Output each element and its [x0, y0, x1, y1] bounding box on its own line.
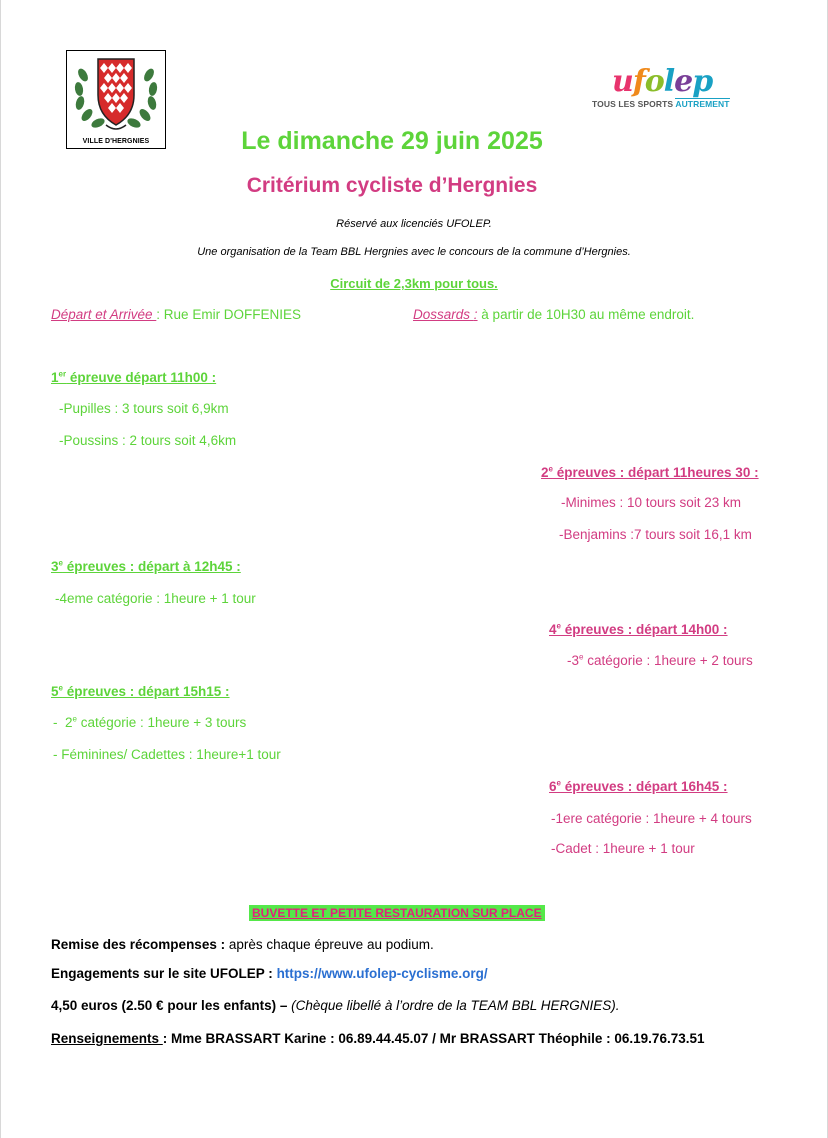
epreuve-2-item: -Minimes : 10 tours soit 23 km — [561, 495, 742, 510]
epreuve-1-item: -Poussins : 2 tours soit 4,6km — [59, 433, 237, 448]
engagements-line: Engagements sur le site UFOLEP : https://www.ufolep-cyclisme.org/ — [51, 966, 488, 981]
dossards-label: Dossards — [413, 307, 474, 322]
dossards-value: à partir de 10H30 au même endroit. — [477, 307, 695, 322]
epreuve-3-item: -4eme catégorie : 1heure + 1 tour — [55, 591, 256, 606]
ufolep-wordmark: ufolep — [612, 64, 713, 99]
ufolep-cyclisme-link[interactable]: https://www.ufolep-cyclisme.org/ — [276, 966, 488, 981]
depart-value: : Rue Emir DOFFENIES — [156, 307, 302, 322]
epreuve-3-title: 3e épreuves : départ à 12h45 : — [51, 558, 241, 574]
epreuve-2-title: 2e épreuves : départ 11heures 30 : — [541, 464, 759, 480]
event-name-title: Critérium cycliste d’Hergnies — [246, 174, 538, 197]
event-date-title: Le dimanche 29 juin 2025 — [241, 127, 543, 155]
depart-arrivee-line — [51, 307, 301, 322]
buvette-banner: BUVETTE ET PETITE RESTAURATION SUR PLACE — [249, 905, 545, 921]
depart-label: Départ et Arrivée — [51, 307, 157, 322]
dossards-line: Dossards : à partir de 10H30 au même endroit. — [413, 307, 695, 322]
epreuve-5-item: - Féminines/ Cadettes : 1heure+1 tour — [53, 747, 281, 762]
epreuve-5-item: - 2e catégorie : 1heure + 3 tours — [53, 714, 247, 730]
remise-line: Remise des récompenses : après chaque épreuve au podium. — [51, 937, 434, 952]
epreuve-1-item: -Pupilles : 3 tours soit 6,9km — [59, 401, 229, 416]
epreuve-5-title: 5e épreuves : départ 15h15 : — [51, 683, 230, 699]
page-edge-left — [0, 0, 1, 1138]
circuit-info: Circuit de 2,3km pour tous. — [330, 276, 498, 291]
epreuve-4-item: -3e catégorie : 1heure + 2 tours — [567, 652, 753, 668]
epreuve-6-item: -Cadet : 1heure + 1 tour — [551, 841, 695, 856]
epreuve-6-title: 6e épreuves : départ 16h45 : — [549, 778, 728, 794]
organisation-notice: Une organisation de la Team BBL Hergnies avec le concours de la commune d’Hergnies. — [197, 246, 631, 258]
epreuve-2-item: -Benjamins :7 tours soit 16,1 km — [559, 527, 752, 542]
epreuve-1-title: 1er épreuve départ 11h00 : — [51, 369, 217, 385]
ufolep-tagline: TOUS LES SPORTS AUTREMENT — [592, 99, 730, 109]
tarif-line: 4,50 euros (2.50 € pour les enfants) – (Chèque libellé à l’ordre de la TEAM BBL HERGNIES). — [51, 998, 620, 1013]
renseignements-line: Renseignements : Mme BRASSART Karine : 06.89.44.45.07 / Mr BRASSART Théophile : 06.19.76.73.51 — [51, 1031, 705, 1046]
coat-of-arms-icon — [71, 55, 161, 135]
ufolep-logo — [590, 64, 760, 112]
ville-logo-caption: VILLE D'HERGNIES — [82, 138, 150, 145]
epreuve-4-title: 4e épreuves : départ 14h00 : — [549, 621, 728, 637]
reserved-notice: Réservé aux licenciés UFOLEP. — [336, 218, 492, 230]
epreuve-6-item: -1ere catégorie : 1heure + 4 tours — [551, 811, 752, 826]
